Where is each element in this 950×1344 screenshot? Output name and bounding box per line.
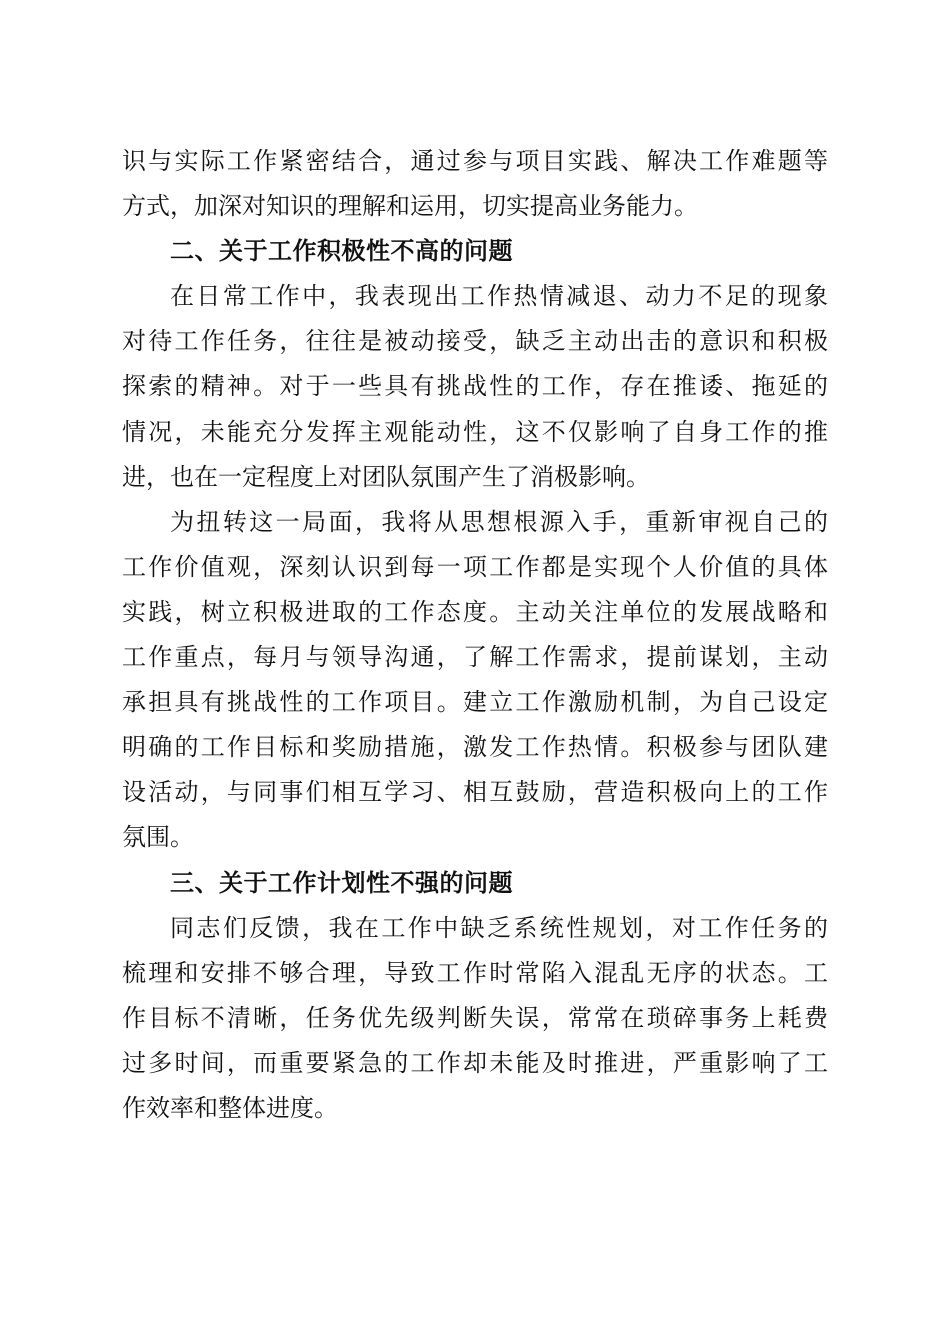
text-line: 过多时间，而重要紧急的工作却未能及时推进，严重影响了工	[122, 1048, 828, 1077]
text-line: 梳理和安排不够合理，导致工作时常陷入混乱无序的状态。工	[122, 958, 828, 987]
paragraph-3a	[122, 906, 828, 1131]
text-line: 探索的精神。对于一些具有挑战性的工作，存在推诿、拖延的	[122, 372, 828, 401]
text-line: 工作重点，每月与领导沟通，了解工作需求，提前谋划，主动	[122, 643, 828, 672]
text-line: 明确的工作目标和奖励措施，激发工作热情。积极参与团队建	[122, 733, 828, 762]
text-line: 实践，树立积极进取的工作态度。主动关注单位的发展战略和	[122, 597, 828, 626]
text-line: 识与实际工作紧密结合，通过参与项目实践、解决工作难题等	[122, 147, 828, 175]
text-line: 情况，未能充分发挥主观能动性，这不仅影响了自身工作的推	[122, 417, 828, 446]
text-line: 为扭转这一局面，我将从思想根源入手，重新审视自己的	[170, 507, 828, 536]
text-line: 设活动，与同事们相互学习、相互鼓励，营造积极向上的工作	[122, 778, 828, 807]
text-line: 作目标不清晰，任务优先级判断失误，常常在琐碎事务上耗费	[122, 1003, 828, 1032]
text-line: 对待工作任务，往往是被动接受，缺乏主动出击的意识和积极	[122, 327, 828, 356]
text-line: 承担具有挑战性的工作项目。建立工作激励机制，为自己设定	[122, 688, 828, 717]
text-line: 同志们反馈，我在工作中缺乏系统性规划，对工作任务的	[170, 913, 828, 942]
section-heading-2: 二、关于工作积极性不高的问题	[170, 237, 513, 266]
text-line: 作效率和整体进度。	[122, 1093, 338, 1122]
text-line: 在日常工作中，我表现出工作热情减退、动力不足的现象	[170, 282, 828, 311]
paragraph-2b	[122, 500, 828, 861]
text-line: 工作价值观，深刻认识到每一项工作都是实现个人价值的具体	[122, 552, 828, 581]
paragraph-intro	[122, 139, 828, 229]
text-line: 氛围。	[122, 823, 194, 852]
text-line: 方式，加深对知识的理解和运用，切实提高业务能力。	[122, 192, 698, 221]
paragraph-2a	[122, 274, 828, 499]
section-heading-3: 三、关于工作计划性不强的问题	[170, 868, 513, 897]
document-body	[122, 139, 828, 1131]
text-line: 进，也在一定程度上对团队氛围产生了消极影响。	[122, 462, 650, 491]
